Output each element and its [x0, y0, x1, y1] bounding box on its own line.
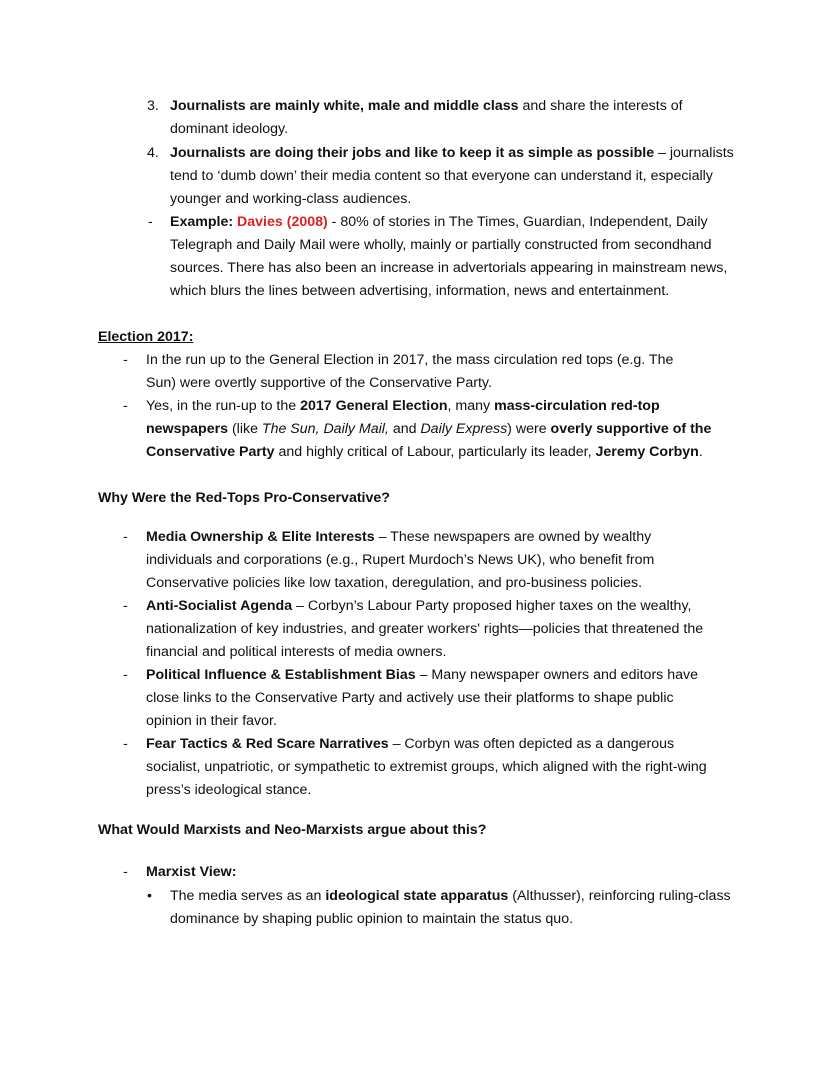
bold-phrase: mass-circulation red-top newspapers	[146, 398, 660, 437]
text	[170, 885, 735, 931]
example-label: Example:	[170, 214, 238, 230]
list-number: 4.	[147, 145, 159, 161]
text	[146, 733, 731, 802]
text: – journalists tend to ‘dumb down’ their media content so that everyone can understand it, especially younger and working-class audiences.	[170, 145, 734, 207]
text: and	[388, 421, 421, 437]
bold-phrase: overly supportive of the Conservative Party	[146, 421, 712, 460]
text: (Althusser), reinforcing ruling-class dominance by shaping public opinion to maintain the status quo.	[170, 888, 731, 927]
text: – Many newspaper owners and editors have close links to the Conservative Party and actively use their platforms to shape public opinion in their favor.	[146, 667, 698, 729]
dash-marker: -	[123, 736, 128, 752]
section-heading-marxist: What Would Marxists and Neo-Marxists argue about this?	[98, 822, 487, 838]
example-text	[170, 211, 735, 303]
italic-phrase: Daily Express	[420, 421, 508, 437]
text: In the run up to the General Election in 2017, the mass circulation red tops (e.g. The Sun) were overtly supportive of the Conservative Party.	[146, 352, 674, 391]
italic-phrase: The Sun, Daily Mail,	[261, 421, 389, 437]
section-heading-why: Why Were the Red-Tops Pro-Conservative?	[98, 490, 390, 506]
dash-marker: -	[123, 398, 128, 414]
text: , many	[447, 398, 495, 414]
text: and highly critical of Labour, particularly its leader,	[274, 444, 596, 460]
bold-phrase: Anti-Socialist Agenda	[146, 598, 293, 614]
bullet-icon: •	[147, 888, 152, 904]
text	[146, 526, 716, 595]
bold-phrase: Fear Tactics & Red Scare Narratives	[146, 736, 389, 752]
text: - 80% of stories in The Times, Guardian, Independent, Daily Telegraph and Daily Mail were wholly, mainly or partially constructed from secondhand sources. There has also been an increase in advertorials appearing in mainstream news, which blurs the lines between advertising, information, news and entertainment.	[170, 214, 728, 299]
bold-phrase: Political Influence & Establishment Bias	[146, 667, 416, 683]
text: – These newspapers are owned by wealthy individuals and corporations (e.g., Rupert Murdoch’s News UK), who benefit from Conservative policies like low taxation, deregulation, and pro-business policies.	[146, 529, 655, 591]
marxist-view-label: Marxist View:	[146, 864, 237, 880]
text: The media serves as an	[170, 888, 326, 904]
text	[146, 595, 726, 664]
text: .	[698, 444, 703, 460]
text	[146, 395, 731, 464]
dash-marker: -	[148, 214, 153, 230]
citation: Davies (2008)	[237, 214, 328, 230]
dash-marker: -	[123, 352, 128, 368]
text: (like	[228, 421, 262, 437]
bold-phrase: Jeremy Corbyn	[595, 444, 699, 460]
list-item-text	[170, 142, 735, 211]
bold-phrase: Media Ownership & Elite Interests	[146, 529, 375, 545]
dash-marker: -	[123, 529, 128, 545]
dash-marker: -	[123, 864, 128, 880]
dash-marker: -	[123, 598, 128, 614]
text: – Corbyn was often depicted as a dangerous socialist, unpatriotic, or sympathetic to extremist groups, which aligned with the right-wing press’s ideological stance.	[146, 736, 707, 798]
text: ) were	[507, 421, 551, 437]
bold-phrase: ideological state apparatus	[325, 888, 509, 904]
text: and share the interests of dominant ideology.	[170, 98, 683, 137]
bold-phrase: Journalists are doing their jobs and like to keep it as simple as possible	[170, 145, 655, 161]
bold-phrase: Journalists are mainly white, male and middle class	[170, 98, 519, 114]
text: – Corbyn’s Labour Party proposed higher taxes on the wealthy, nationalization of key industries, and greater workers' rights—policies that threatened the financial and political interests of media owners.	[146, 598, 704, 660]
section-heading-election: Election 2017:	[98, 329, 194, 345]
text	[146, 664, 721, 733]
text: Yes, in the run-up to the	[146, 398, 301, 414]
list-item-text	[170, 95, 730, 141]
list-number: 3.	[147, 98, 159, 114]
dash-marker: -	[123, 667, 128, 683]
bold-phrase: 2017 General Election	[300, 398, 448, 414]
